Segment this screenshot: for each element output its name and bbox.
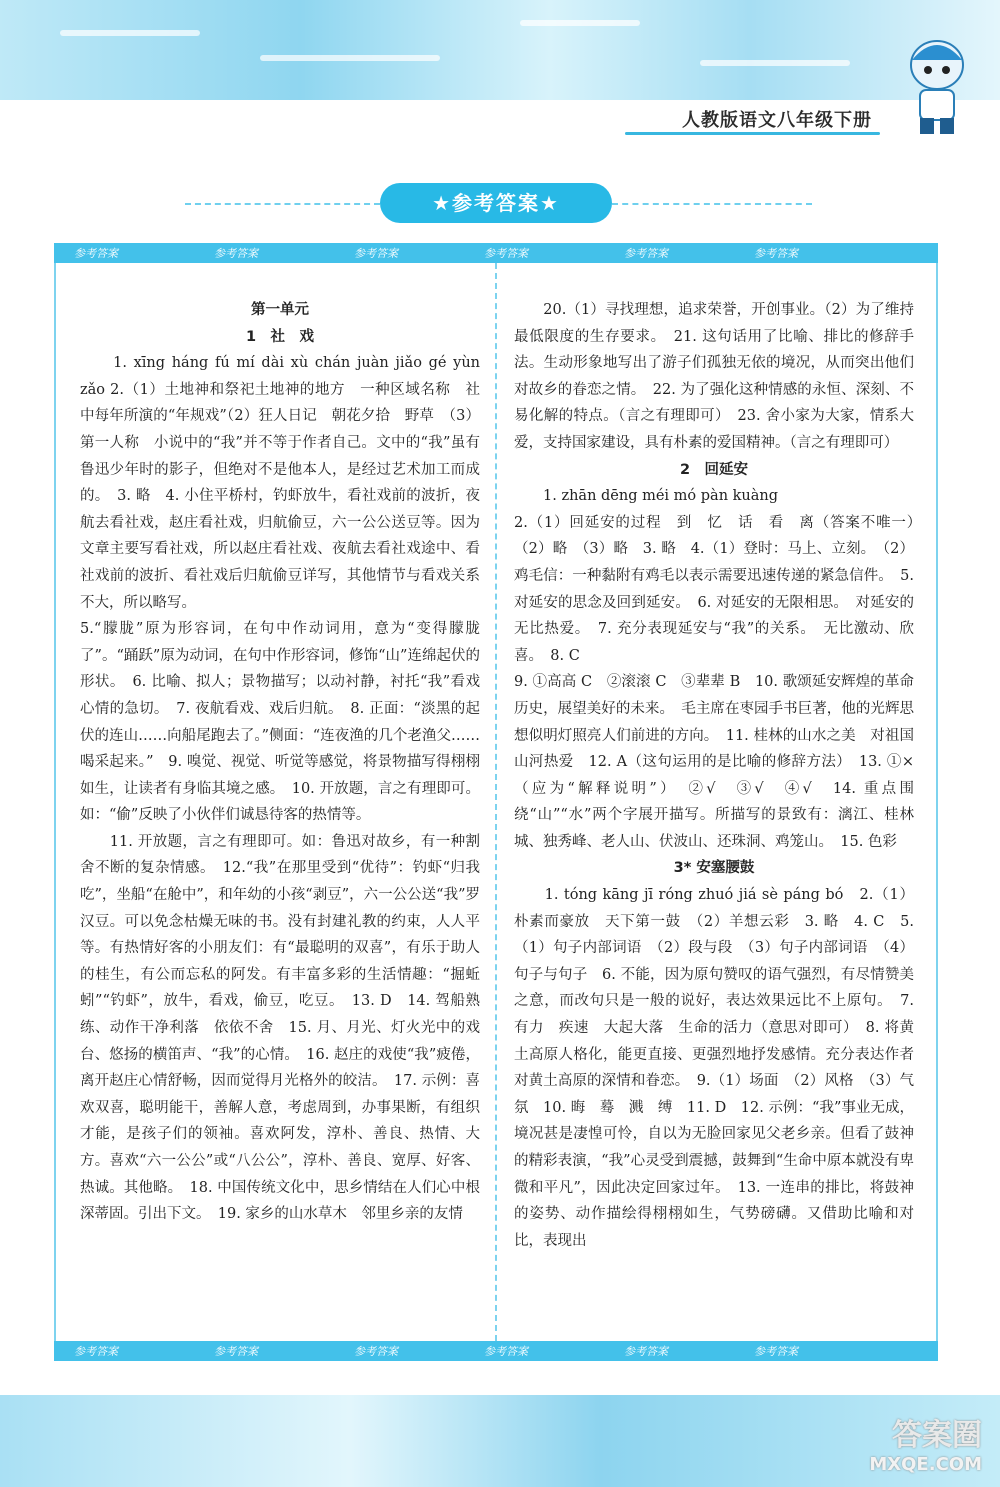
- section-heading: 2 回延安: [679, 461, 749, 478]
- answer-paragraph: 2.（1）回延安的过程 到 忆 话 看 离（答案不唯一） （2）略 （3）略 3. 略 4.（1）登时：马上、立刻。 （2）鸡毛信：一种黏附有鸡毛以表示需要迅速传递的紧急信件。 5. 对延安的思念及回到延安。 6. 对延安的无限相思。 对延安的无比热爱。 7. 充分表现延安与“我”的关系。 无比激动、欣喜。 8. C: [514, 514, 929, 664]
- banner-streak: [60, 30, 200, 36]
- banner-streak: [700, 60, 850, 66]
- column-divider: [495, 263, 497, 1341]
- section-heading: 3* 安塞腰鼓: [673, 860, 755, 877]
- strip-label: 参考答案: [754, 1345, 798, 1358]
- answer-section-banner: ★参考答案★: [380, 183, 612, 223]
- strip-label: 参考答案: [214, 247, 258, 260]
- watermark-sub: MXQE.COM: [869, 1454, 982, 1475]
- watermark-main: 答案圈: [892, 1418, 982, 1453]
- answer-column-left: [80, 297, 480, 1228]
- book-title: 人教版语文八年级下册: [682, 110, 872, 131]
- banner-streak: [260, 55, 440, 61]
- answer-paragraph: 1. zhān dēng méi mó pàn kuàng: [514, 488, 779, 505]
- strip-label: 参考答案: [624, 1345, 668, 1358]
- strip-label: 参考答案: [214, 1345, 258, 1358]
- strip-label: 参考答案: [354, 1345, 398, 1358]
- strip-label: 参考答案: [354, 247, 398, 260]
- answer-paragraph: 5.“朦胧”原为形容词，在句中作动词用，意为“变得朦胧了”。“踊跃”原为动词，在句中作形容词，修饰“山”连绵起伏的形状。 6. 比喻、拟人；景物描写；以动衬静，衬托“我”看戏心情的急切。 7. 夜航看戏、戏后归航。 8. 正面：“淡黑的起伏的连山……向船尾跑去了。”侧面：“连夜渔的几个老渔父……喝采起来。” 9. 嗅觉、视觉、听觉等感觉，将景物描写得栩栩如生，让读者有身临其境之感。 10. 开放题，言之有理即可。如：“偷”反映了小伙伴们诚恳待客的热情等。: [80, 621, 480, 824]
- strip-label: 参考答案: [484, 1345, 528, 1358]
- strip-label: 参考答案: [754, 247, 798, 260]
- answer-column-right: [514, 297, 929, 1254]
- strip-label: 参考答案: [624, 247, 668, 260]
- strip-label: 参考答案: [74, 1345, 118, 1358]
- strip-label: 参考答案: [74, 247, 118, 260]
- frame-bottom-strip: [54, 1341, 938, 1361]
- section-heading: 第一单元: [251, 302, 309, 318]
- frame-top-strip: [54, 243, 938, 263]
- answer-paragraph: 9. ①高高 C ②滚滚 C ③辈辈 B 10. 歌颂延安辉煌的革命历史，展望美好的未来。 毛主席在枣园手书巨著，他的光辉思想似明灯照亮人们前进的方向。 11. 桂林的山水之美 对祖国山河热爱 12. A（这句运用的是比喻的修辞方法） 13. ①×（应为“解释说明”） ②√ ③√ ④√ 14. 重点围绕“山”“水”两个字展开描写。所描写的景致有：漓江、桂林城、独秀峰、老人山、伏波山、还珠洞、鸡笼山。 15. 色彩: [514, 674, 914, 850]
- answer-paragraph: 11. 开放题，言之有理即可。如：鲁迅对故乡，有一种割舍不断的复杂情感。 12.“我”在那里受到“优待”：钓虾“归我吃”，坐船“在舱中”，和年幼的小孩“剥豆”，六一公公送“我”罗汉豆。可以免念枯燥无味的书。没有封建礼教的约束，人人平等。有热情好客的小朋友们：有“最聪明的双喜”，有乐于助人的桂生，有公而忘私的阿发。有丰富多彩的生活情趣：“掘蚯蚓”“钓虾”，放牛，看戏，偷豆，吃豆。 13. D 14. 驾船熟练、动作干净利落 依依不舍 15. 月、月光、灯火光中的戏台、悠扬的横笛声、“我”的心情。 16. 赵庄的戏使“我”疲倦，离开赵庄心情舒畅，因而觉得月光格外的皎洁。 17. 示例：喜欢双喜，聪明能干，善解人意，考虑周到，办事果断，有组织才能，是孩子们的领袖。喜欢阿发，淳朴、善良、热情、大方。喜欢“六一公公”或“八公公”，淳朴、善良、宽厚、好客、热诚。其他略。 18. 中国传统文化中，思乡情结在人们心中根深蒂固。引出下文。 19. 家乡的山水草木 邻里乡亲的友情: [80, 833, 480, 1223]
- banner-streak: [520, 20, 640, 26]
- answer-paragraph: 1. xīng háng fú mí dài xù chán juàn jiǎo gé yùn zǎo 2.（1）土地神和祭祀土地神的地方 一种区域名称 社中每年所演的“年规戏”（2）狂人日记 朝花夕拾 野草 （3）第一人称 小说中的“我”并不等于作者自己。文中的“我”虽有鲁迅少年时的影子，但绝对不是他本人，是经过艺术加工而成的。 3. 略 4. 小住平桥村，钓虾放牛，看社戏前的波折，夜航去看社戏，赵庄看社戏，归航偷豆，六一公公送豆等。因为文章主要写看社戏，所以赵庄看社戏、夜航去看社戏途中、看社戏前的波折、看社戏后归航偷豆详写，其他情节与看戏关系不大，所以略写。: [80, 355, 480, 611]
- watermark-logo: [832, 1410, 982, 1482]
- title-underline: [625, 132, 880, 135]
- answer-paragraph: 20.（1）寻找理想，追求荣誉，开创事业。（2）为了维持最低限度的生存要求。 21. 这句话用了比喻、排比的修辞手法。生动形象地写出了游子们孤独无依的境况，从而突出他们对故乡的眷恋之情。 22. 为了强化这种情感的永恒、深刻、不易化解的特点。（言之有理即可） 23. 舍小家为大家，情系大爱，支持国家建设，具有朴素的爱国精神。（言之有理即可）: [514, 302, 914, 451]
- section-heading: 1 社 戏: [245, 328, 315, 345]
- strip-label: 参考答案: [484, 247, 528, 260]
- dashed-rule-right: [612, 203, 812, 205]
- top-banner: [0, 0, 1000, 100]
- answer-paragraph: 1. tóng kāng jī róng zhuó jiá sè páng bó 2.（1）朴素而豪放 天下第一鼓 （2）羊想云彩 3. 略 4. C 5.（1）句子内部词语 （2）段与段 （3）句子内部词语 （4）句子与句子 6. 不能，因为原句赞叹的语气强烈，有尽情赞美之意，而改句只是一般的说好，表达效果远比不上原句。 7. 有力 疾速 大起大落 生命的活力（意思对即可） 8. 将黄土高原人格化，能更直接、更强烈地抒发感情。充分表达作者对黄土高原的深情和眷恋。 9.（1）场面 （2）风格 （3）气氛 10. 晦 蓦 溅 缚 11. D 12. 示例：“我”事业无成，境况甚是凄惶可怜，自以为无脸回家见父老乡亲。但看了鼓神的精彩表演，“我”心灵受到震撼，鼓舞到“生命中原本就没有卑微和平凡”，因此决定回家过年。 13. 一连串的排比，将鼓神的姿势、动作描绘得栩栩如生，气势磅礴。又借助比喻和对比，表现出: [514, 887, 914, 1249]
- mascot-illustration: [902, 30, 972, 140]
- dashed-rule-left: [185, 203, 380, 205]
